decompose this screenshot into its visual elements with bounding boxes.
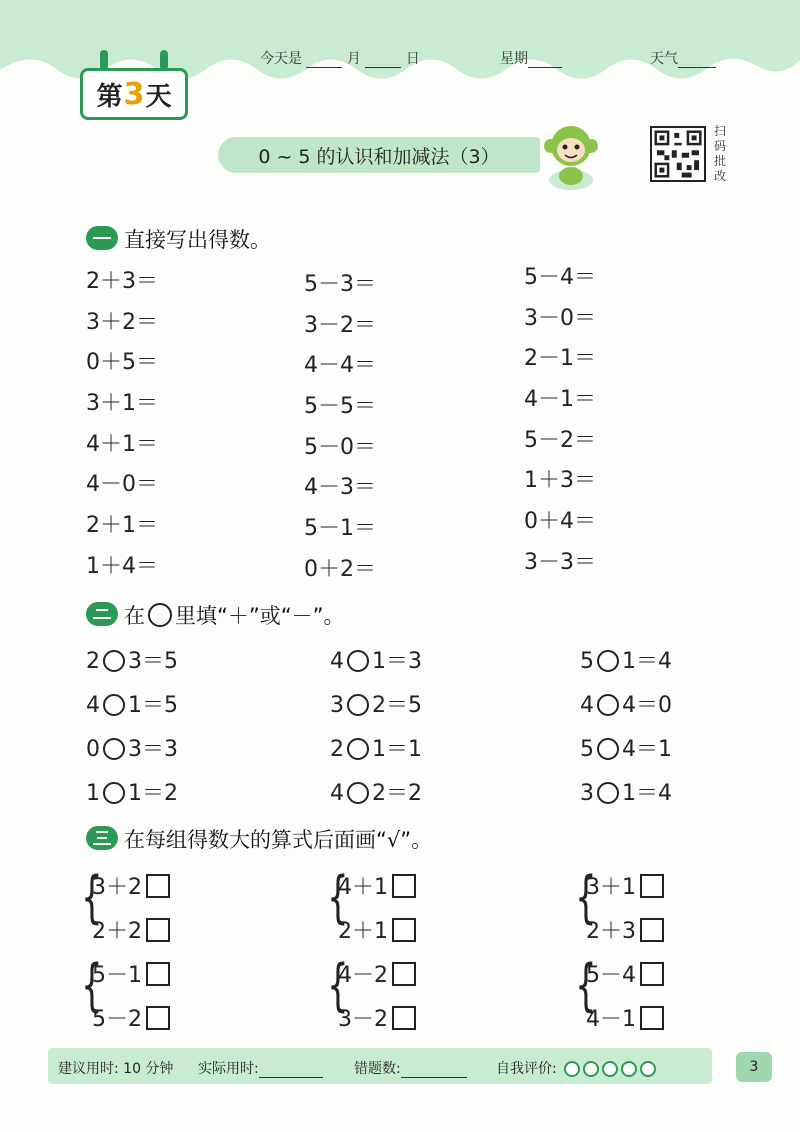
row bbox=[86, 688, 726, 732]
result: 1＝1 bbox=[372, 737, 422, 762]
section-3-title: 在每组得数大的算式后面画“√”。 bbox=[124, 828, 433, 852]
compare-line bbox=[92, 1002, 170, 1033]
operand: 5 bbox=[580, 737, 594, 762]
operator-circle[interactable] bbox=[597, 782, 619, 804]
operator-problem bbox=[330, 732, 422, 763]
circle-icon bbox=[148, 603, 172, 627]
scan-char: 改 bbox=[713, 169, 726, 183]
rating-face-icon[interactable] bbox=[564, 1061, 580, 1077]
equation: 3＋2＝ bbox=[86, 309, 158, 335]
expression: 4－1 bbox=[586, 1007, 636, 1032]
error-count-blank[interactable] bbox=[401, 1077, 467, 1078]
expression: 3－2 bbox=[338, 1007, 388, 1032]
day-label: 日 bbox=[405, 51, 420, 67]
equation: 1＋4＝ bbox=[86, 553, 158, 579]
scan-char: 码 bbox=[713, 139, 726, 153]
expression: 3＋2 bbox=[92, 875, 142, 900]
operand: 3 bbox=[330, 693, 344, 718]
check-box[interactable] bbox=[392, 918, 416, 942]
day-suffix: 天 bbox=[145, 81, 172, 112]
expression: 5－1 bbox=[92, 963, 142, 988]
day-number: 3 bbox=[123, 76, 145, 112]
operator-circle[interactable] bbox=[103, 782, 125, 804]
operator-problem bbox=[86, 732, 178, 763]
expression: 4－2 bbox=[338, 963, 388, 988]
check-box[interactable] bbox=[392, 962, 416, 986]
compare-line bbox=[338, 1002, 416, 1033]
lesson-title: 0 ~ 5 的认识和加减法（3） bbox=[258, 145, 500, 168]
compare-line bbox=[586, 870, 664, 901]
result: 4＝0 bbox=[622, 693, 672, 718]
check-box[interactable] bbox=[392, 874, 416, 898]
qr-code-icon[interactable] bbox=[650, 126, 706, 182]
actual-time-field bbox=[198, 1058, 323, 1078]
operator-circle[interactable] bbox=[347, 738, 369, 760]
month-label: 月 bbox=[346, 51, 361, 67]
equation: 4－0＝ bbox=[86, 472, 158, 498]
equation: 5－0＝ bbox=[304, 434, 376, 460]
operand: 5 bbox=[580, 649, 594, 674]
operand: 4 bbox=[86, 693, 100, 718]
equation: 5－4＝ bbox=[524, 265, 596, 290]
operator-problem bbox=[330, 776, 422, 807]
operator-circle[interactable] bbox=[347, 782, 369, 804]
equation: 1＋3＝ bbox=[524, 468, 596, 494]
operand: 2 bbox=[86, 649, 100, 674]
operator-circle[interactable] bbox=[597, 738, 619, 760]
check-box[interactable] bbox=[146, 874, 170, 898]
result: 1＝4 bbox=[622, 781, 672, 806]
operator-problem bbox=[330, 688, 422, 719]
result: 1＝4 bbox=[622, 649, 672, 674]
operator-circle[interactable] bbox=[347, 694, 369, 716]
day-blank[interactable] bbox=[365, 67, 401, 68]
equation: 4－1＝ bbox=[524, 387, 596, 413]
expression: 5－2 bbox=[92, 1007, 142, 1032]
lesson-title-banner bbox=[218, 137, 540, 173]
check-box[interactable] bbox=[640, 874, 664, 898]
operand: 0 bbox=[86, 737, 100, 762]
section-3-badge bbox=[86, 826, 118, 850]
compare-line bbox=[586, 1002, 664, 1033]
compare-line bbox=[586, 958, 664, 989]
operand: 4 bbox=[330, 781, 344, 806]
expression: 2＋2 bbox=[92, 919, 142, 944]
operator-problem bbox=[86, 776, 178, 807]
compare-line bbox=[338, 914, 416, 945]
row bbox=[86, 732, 726, 776]
equation: 4－3＝ bbox=[304, 475, 376, 501]
calendar-ring-left bbox=[100, 50, 108, 70]
scan-to-grade-label bbox=[712, 124, 728, 184]
scan-char: 批 bbox=[713, 154, 726, 168]
weather-blank[interactable] bbox=[678, 67, 716, 68]
operator-circle[interactable] bbox=[597, 694, 619, 716]
equation: 4－4＝ bbox=[304, 353, 376, 379]
equation: 3＋1＝ bbox=[86, 391, 158, 417]
equation: 0＋4＝ bbox=[524, 509, 596, 535]
check-box[interactable] bbox=[640, 962, 664, 986]
error-count-label: 错题数: bbox=[354, 1061, 401, 1077]
suggested-time: 建议用时: 10 分钟 bbox=[58, 1061, 174, 1077]
equation: 2－1＝ bbox=[524, 346, 596, 372]
operator-problem bbox=[330, 644, 422, 675]
page-number: 3 bbox=[736, 1052, 772, 1082]
operator-circle[interactable] bbox=[103, 738, 125, 760]
expression: 5－4 bbox=[586, 963, 636, 988]
operator-problem bbox=[580, 644, 672, 675]
compare-line bbox=[586, 914, 664, 945]
section-1-badge bbox=[86, 226, 118, 250]
operator-circle[interactable] bbox=[103, 650, 125, 672]
brace: { bbox=[327, 953, 349, 1018]
section-1-column-3 bbox=[524, 260, 596, 586]
self-evaluation bbox=[496, 1058, 656, 1078]
weather-label: 天气 bbox=[650, 51, 678, 67]
result: 2＝2 bbox=[372, 781, 422, 806]
section-2-title-pre: 在 bbox=[124, 604, 145, 628]
operator-problem bbox=[86, 644, 178, 675]
equation: 3－0＝ bbox=[524, 305, 596, 331]
check-box[interactable] bbox=[146, 1006, 170, 1030]
operand: 1 bbox=[86, 781, 100, 806]
month-blank[interactable] bbox=[306, 67, 342, 68]
expression: 2＋1 bbox=[338, 919, 388, 944]
error-count-field bbox=[354, 1058, 467, 1078]
check-box[interactable] bbox=[392, 1006, 416, 1030]
equation: 0＋2＝ bbox=[304, 556, 376, 582]
section-2-badge bbox=[86, 602, 118, 626]
equation: 4＋1＝ bbox=[86, 431, 158, 457]
compare-line bbox=[92, 958, 170, 989]
rating-face-icon[interactable] bbox=[583, 1061, 599, 1077]
section-1-column-2 bbox=[304, 267, 376, 593]
rating-face-icon[interactable] bbox=[602, 1061, 618, 1077]
equation: 3－3＝ bbox=[524, 549, 596, 575]
compare-line bbox=[92, 870, 170, 901]
weather-field bbox=[650, 48, 716, 68]
actual-time-blank[interactable] bbox=[259, 1077, 323, 1078]
compare-line bbox=[92, 914, 170, 945]
section-2-grid bbox=[86, 644, 726, 820]
today-label: 今天是 bbox=[260, 51, 302, 67]
operand: 2 bbox=[330, 737, 344, 762]
section-2-title bbox=[124, 600, 345, 630]
date-field bbox=[260, 48, 420, 68]
operand: 4 bbox=[330, 649, 344, 674]
brace: { bbox=[575, 953, 597, 1018]
result: 1＝3 bbox=[372, 649, 422, 674]
equation: 2＋3＝ bbox=[86, 269, 158, 294]
expression: 4＋1 bbox=[338, 875, 388, 900]
check-box[interactable] bbox=[146, 918, 170, 942]
expression: 2＋3 bbox=[586, 919, 636, 944]
section-1-title: 直接写出得数。 bbox=[124, 228, 271, 252]
result: 3＝3 bbox=[128, 737, 178, 762]
check-box[interactable] bbox=[146, 962, 170, 986]
equation: 2＋1＝ bbox=[86, 513, 158, 539]
brace: { bbox=[327, 865, 349, 930]
weekday-blank[interactable] bbox=[528, 67, 562, 68]
row bbox=[86, 776, 726, 820]
operator-problem bbox=[580, 688, 672, 719]
operand: 3 bbox=[580, 781, 594, 806]
result: 1＝5 bbox=[128, 693, 178, 718]
operator-problem bbox=[580, 732, 672, 763]
result: 1＝2 bbox=[128, 781, 178, 806]
compare-line bbox=[338, 870, 416, 901]
self-eval-label: 自我评价: bbox=[496, 1061, 557, 1077]
section-1-column-1 bbox=[86, 264, 158, 590]
weekday-field bbox=[500, 48, 562, 68]
operator-circle[interactable] bbox=[103, 694, 125, 716]
equation: 5－3＝ bbox=[304, 272, 376, 297]
footer-bar bbox=[48, 1048, 712, 1084]
calendar-ring-right bbox=[160, 50, 168, 70]
operand: 4 bbox=[580, 693, 594, 718]
operator-circle[interactable] bbox=[347, 650, 369, 672]
check-box[interactable] bbox=[640, 918, 664, 942]
equation: 5－2＝ bbox=[524, 427, 596, 453]
day-prefix: 第 bbox=[96, 81, 123, 112]
operator-problem bbox=[86, 688, 178, 719]
rating-face-icon[interactable] bbox=[640, 1061, 656, 1077]
result: 4＝1 bbox=[622, 737, 672, 762]
weekday-label: 星期 bbox=[500, 51, 528, 67]
brace: { bbox=[81, 865, 103, 930]
check-box[interactable] bbox=[640, 1006, 664, 1030]
result: 3＝5 bbox=[128, 649, 178, 674]
equation: 3－2＝ bbox=[304, 312, 376, 338]
actual-time-label: 实际用时: bbox=[198, 1061, 259, 1077]
equation: 0＋5＝ bbox=[86, 350, 158, 376]
day-badge bbox=[80, 68, 188, 120]
row bbox=[86, 644, 726, 688]
operator-problem bbox=[580, 776, 672, 807]
operator-circle[interactable] bbox=[597, 650, 619, 672]
brace: { bbox=[575, 865, 597, 930]
monkey-mascot-icon bbox=[540, 118, 602, 192]
result: 2＝5 bbox=[372, 693, 422, 718]
compare-line bbox=[338, 958, 416, 989]
expression: 3＋1 bbox=[586, 875, 636, 900]
equation: 5－1＝ bbox=[304, 516, 376, 542]
scan-char: 扫 bbox=[713, 124, 726, 138]
brace: { bbox=[81, 953, 103, 1018]
section-2-title-post: 里填“＋”或“－”。 bbox=[175, 604, 345, 628]
rating-face-icon[interactable] bbox=[621, 1061, 637, 1077]
equation: 5－5＝ bbox=[304, 394, 376, 420]
